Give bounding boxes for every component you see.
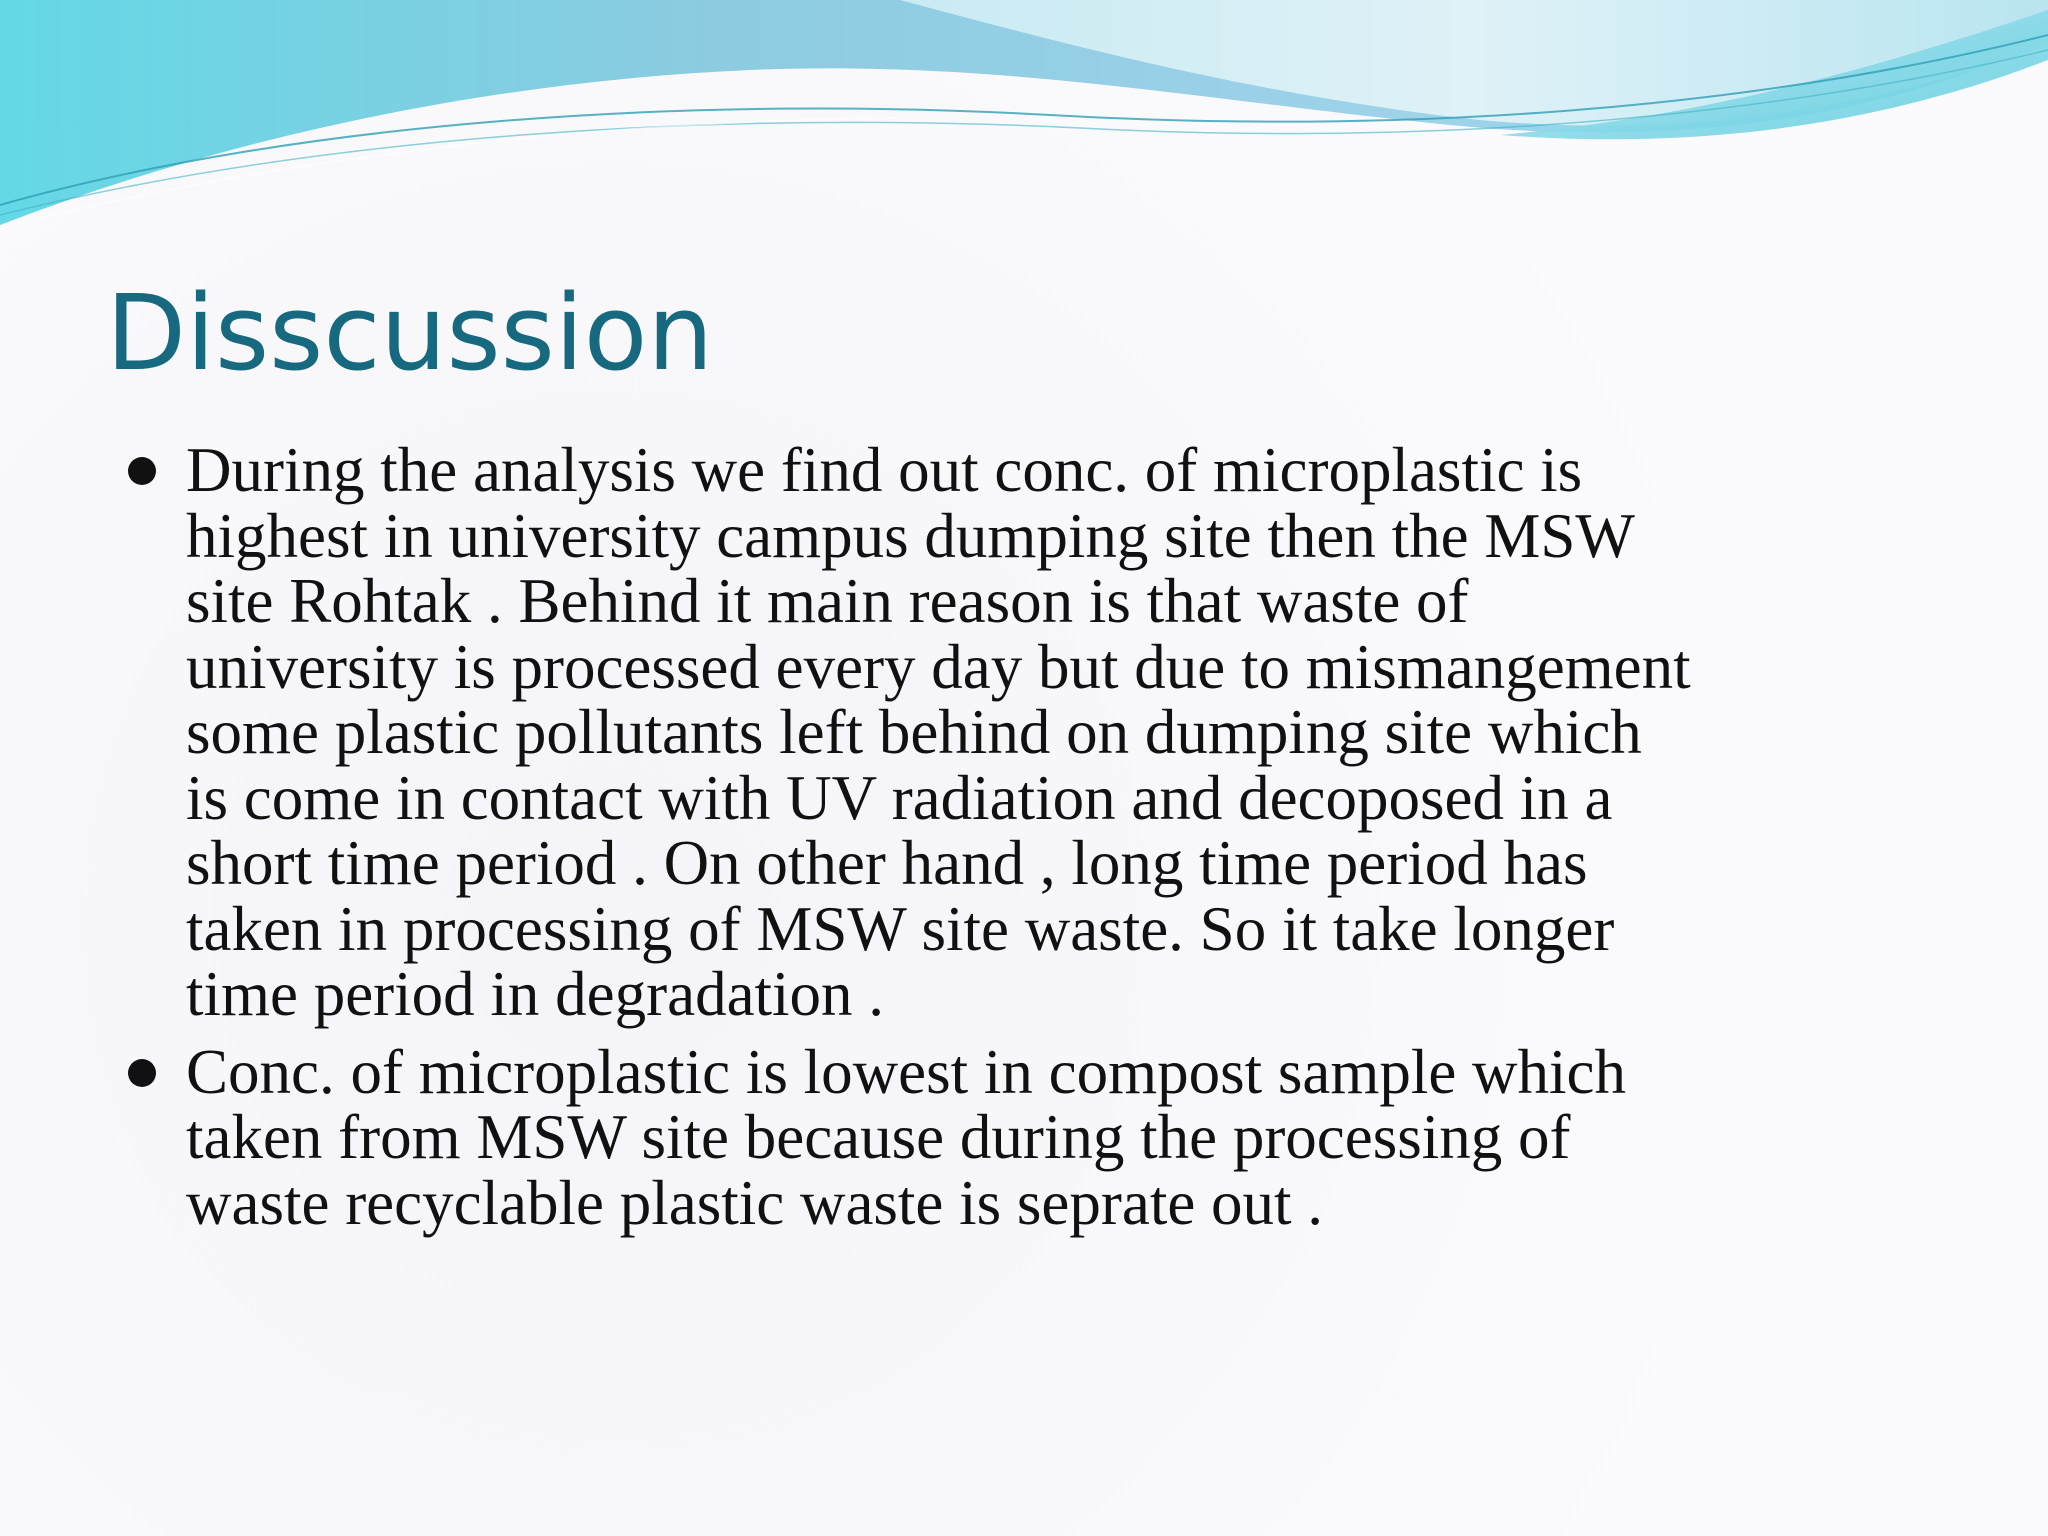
slide-title: Disscussion bbox=[106, 272, 714, 394]
text-line: is come in contact with UV radiation and decoposed in a bbox=[186, 762, 1613, 833]
text-line: university is processed every day but due to mismangement bbox=[186, 631, 1691, 702]
bullet-list bbox=[126, 435, 1946, 1248]
bullet-item-1 bbox=[126, 435, 1946, 1029]
bullet-text bbox=[186, 435, 1946, 1029]
text-line: highest in university campus dumping site then the MSW bbox=[186, 500, 1635, 571]
header-wave-decoration bbox=[0, 0, 2048, 240]
bullet-item-2 bbox=[126, 1036, 1946, 1238]
text-line: waste recyclable plastic waste is seprate out . bbox=[186, 1167, 1324, 1238]
text-line: During the analysis we find out conc. of microplastic is bbox=[186, 435, 1583, 505]
text-line: taken in processing of MSW site waste. So it take longer bbox=[186, 893, 1615, 964]
text-line: some plastic pollutants left behind on dumping site which bbox=[186, 697, 1642, 767]
text-line: site Rohtak . Behind it main reason is that waste of bbox=[186, 566, 1469, 636]
filled-circle-bullet-icon bbox=[128, 1059, 156, 1087]
text-line: taken from MSW site because during the processing of bbox=[186, 1102, 1571, 1172]
filled-circle-bullet-icon bbox=[128, 457, 156, 485]
text-line: short time period . On other hand , long time period has bbox=[186, 828, 1588, 898]
text-line: time period in degradation . bbox=[186, 959, 885, 1029]
bullet-text bbox=[186, 1036, 1946, 1238]
text-line: Conc. of microplastic is lowest in compost sample which bbox=[186, 1036, 1627, 1107]
